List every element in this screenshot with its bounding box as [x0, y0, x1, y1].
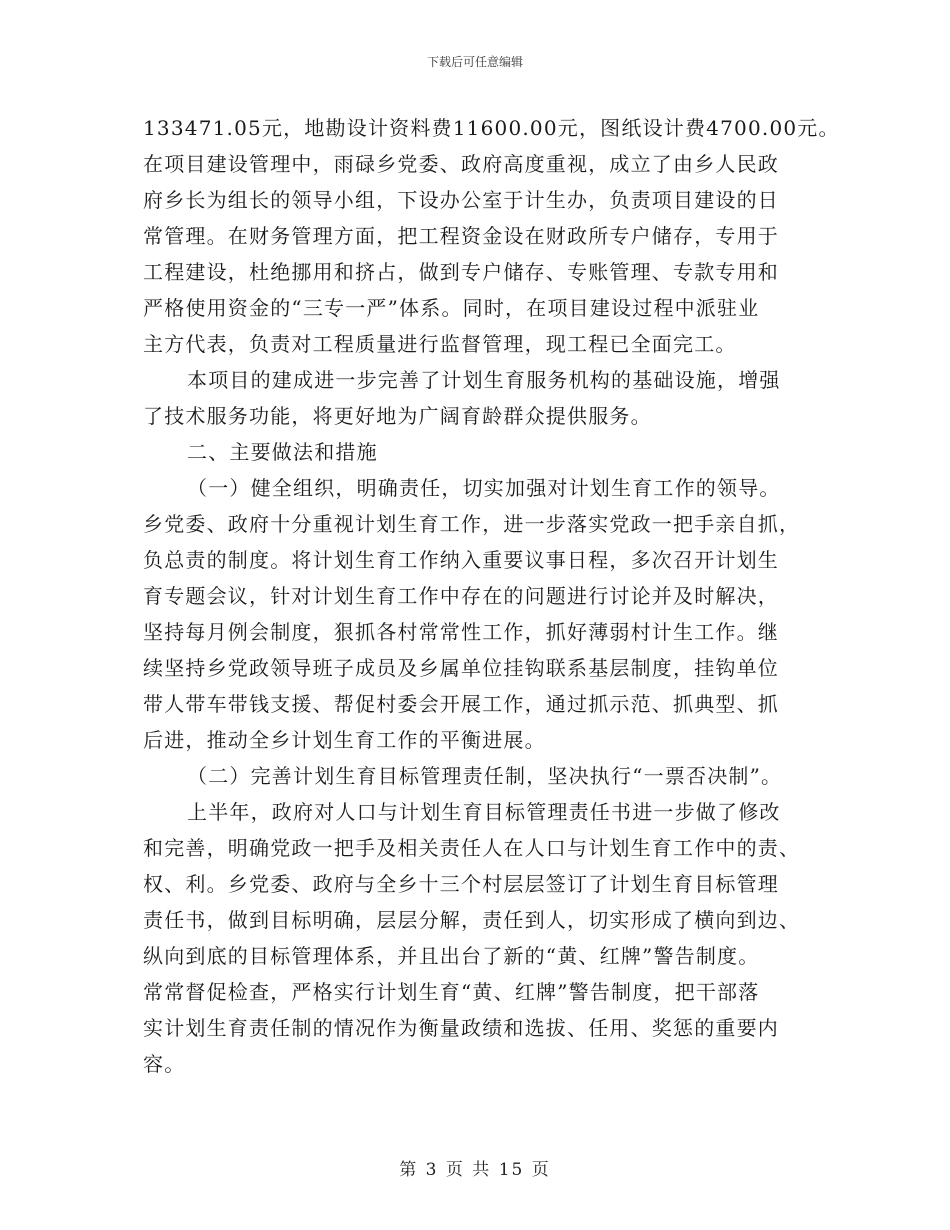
paragraph-first-line: 上半年，政府对人口与计划生育目标管理责任书进一步做了修改 [187, 800, 781, 824]
subsection-heading: （一）健全组织，明确责任，切实加强对计划生育工作的领导。 [187, 476, 781, 500]
body-line: 工程建设，杜绝挪用和挤占，做到专户储存、专账管理、专款专用和 [143, 260, 779, 284]
body-line: 主方代表，负责对工程质量进行监督管理，现工程已全面完工。 [143, 332, 737, 356]
body-line: 育专题会议，针对计划生育工作中存在的问题进行讨论并及时解决， [143, 584, 779, 608]
body-line: 容。 [143, 1052, 186, 1076]
body-line: 府乡长为组长的领导小组，下设办公室于计生办，负责项目建设的日 [143, 188, 779, 212]
body-line: 和完善，明确党政一把手及相关责任人在人口与计划生育工作中的责、 [143, 836, 801, 860]
body-line: 带人带车带钱支援、帮促村委会开展工作，通过抓示范、抓典型、抓 [143, 692, 779, 716]
page-header-note: 下载后可任意编辑 [426, 55, 523, 69]
body-line: 权、利。乡党委、政府与全乡十三个村层层签订了计划生育目标管理 [143, 872, 779, 896]
body-line: 常管理。在财务管理方面，把工程资金设在财政所专户储存，专用于 [143, 224, 779, 248]
body-line: 实计划生育责任制的情况作为衡量政绩和选拔、任用、奖惩的重要内 [143, 1016, 779, 1040]
body-line: 常常督促检查，严格实行计划生育“黄、红牌”警告制度，把干部落 [143, 980, 760, 1004]
body-line: 纵向到底的目标管理体系，并且出台了新的“黄、红牌”警告制度。 [143, 944, 760, 968]
body-line: 续坚持乡党政领导班子成员及乡属单位挂钩联系基层制度，挂钩单位 [143, 656, 779, 680]
body-line: 严格使用资金的“三专一严”体系。同时，在项目建设过程中派驻业 [143, 296, 760, 320]
body-line: 乡党委、政府十分重视计划生育工作，进一步落实党政一把手亲自抓， [143, 512, 801, 536]
body-line: 了技术服务功能，将更好地为广阔育龄群众提供服务。 [143, 404, 652, 428]
body-line: 133471.05元，地勘设计资料费11600.00元，图纸设计费4700.00元。 [143, 116, 840, 140]
section-heading: 二、主要做法和措施 [187, 440, 378, 464]
body-line: 责任书，做到目标明确，层层分解，责任到人，切实形成了横向到边、 [143, 908, 801, 932]
subsection-heading: （二）完善计划生育目标管理责任制，坚决执行“一票否决制”。 [187, 764, 783, 788]
paragraph-first-line: 本项目的建成进一步完善了计划生育服务机构的基础设施，增强 [187, 368, 781, 392]
page-number: 第 3 页 共 15 页 [399, 1160, 551, 1180]
body-line: 在项目建设管理中，雨碌乡党委、政府高度重视，成立了由乡人民政 [143, 152, 779, 176]
body-line: 坚持每月例会制度，狠抓各村常常性工作，抓好薄弱村计生工作。继 [143, 620, 779, 644]
body-line: 后进，推动全乡计划生育工作的平衡进展。 [143, 728, 546, 752]
body-line: 负总责的制度。将计划生育工作纳入重要议事日程，多次召开计划生 [143, 548, 779, 572]
document-body [143, 110, 840, 1082]
